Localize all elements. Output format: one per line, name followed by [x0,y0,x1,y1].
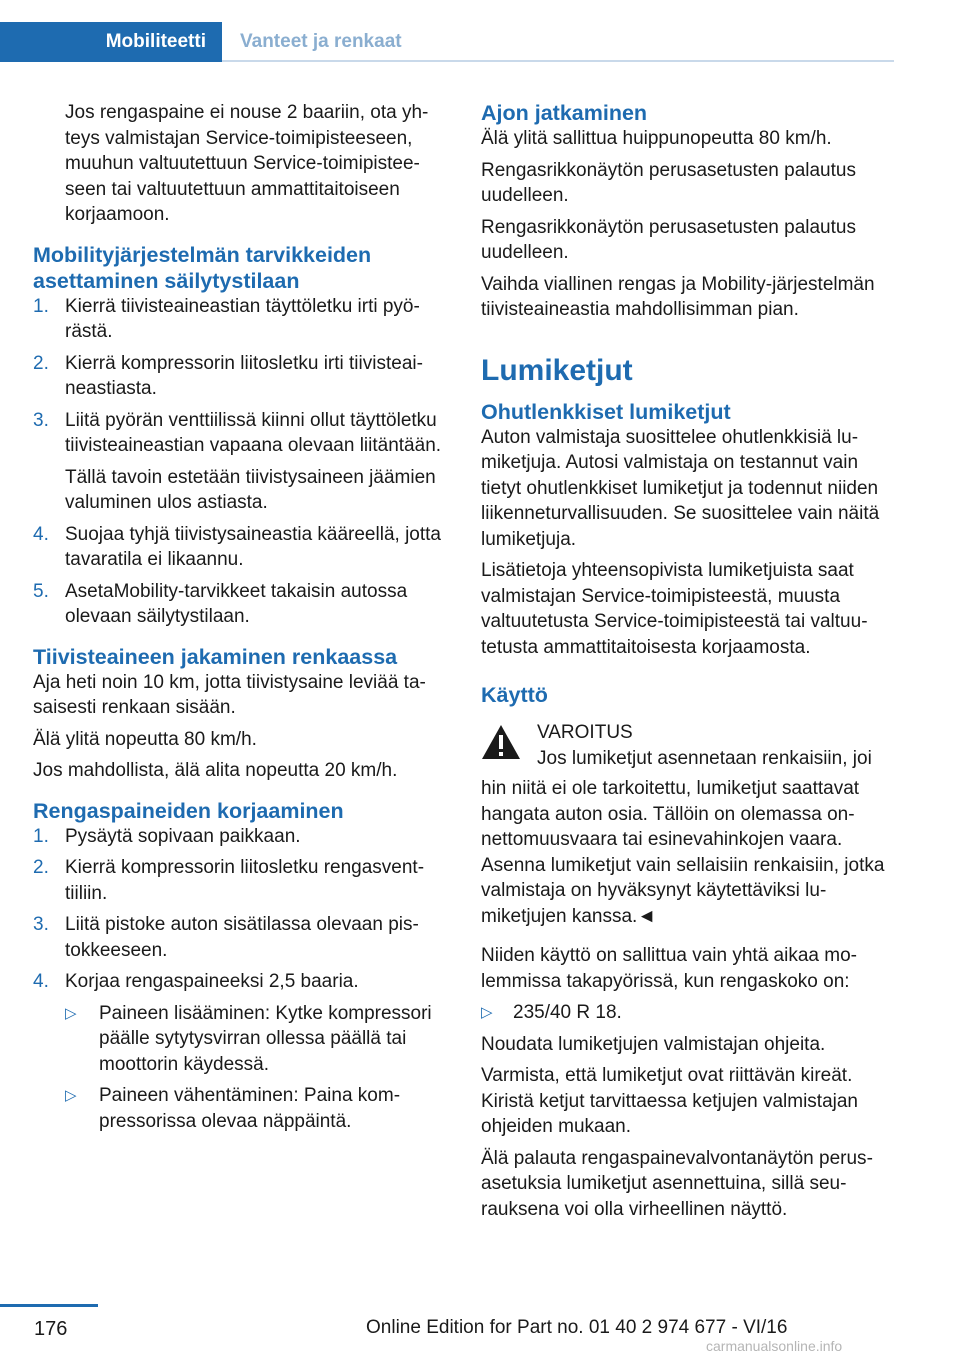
section-title: Ohutlenkkiset lumiketjut [481,399,731,424]
section-tab-mobility: Mobiliteetti [0,22,222,62]
paragraph: Noudata lumiketjujen valmistajan ohjeita. [481,1033,826,1055]
page-number: 176 [34,1318,68,1340]
step-number: 5. [33,580,49,602]
intro-paragraph: Jos rengaspaine ei nouse 2 baariin, ota yhteys valmistajan Service-toimipisteeseen, muuhun valtuutettuun Service-toimipisteeseen tai valtuutettuun ammattitaitoiseen korjaamoon. [65,102,429,225]
list-item [33,351,448,402]
step-number: 3. [33,914,49,935]
triangle-bullet-icon: ▷ [65,1004,77,1022]
bullet-text: 235/40 R 18. [513,1002,622,1023]
bullet-item [65,1001,448,1078]
step-text: Kierrä kompressorin liitosletku irti tiivisteaineastiasta. [65,352,423,399]
section-title: Tiivisteaineen jakaminen renkaassa [33,644,398,669]
list-item [33,522,448,573]
triangle-bullet-icon: ▷ [65,1087,77,1104]
warning-first-line: Jos lumiketjut asennetaan renkaisiin, joi [537,747,872,769]
section-sealant-distribution [33,644,448,784]
section-title: Rengaspaineiden korjaaminen [33,798,344,823]
section-title: Käyttö [481,683,548,707]
warning-text: hin niitä ei ole tarkoitettu, lumiketjut saattavat hangata auton osia. Tällöin on olemassa onnettomuusvaara tai esinevahinkojen vaara. Asenna lumiketjut vain sellaisiin renkaisiin, jotka valmistaja on hyväksynyt käytettäviksi lumiketjujen kanssa.◄ [481,778,885,927]
bullet-list [481,1000,896,1026]
paragraph: Vaihda viallinen rengas ja Mobility-järjestelmän tiivisteaineastia mahdollisimman pian. [481,273,875,320]
list-item [33,294,448,345]
list-item [33,969,448,1134]
triangle-bullet-icon: ▷ [481,1004,493,1021]
paragraph: Rengasrikkonäytön perusasetusten palautus uudelleen. [481,159,856,206]
list-item [33,408,448,516]
step-text: Korjaa rengaspaineeksi 2,5 baaria. [65,971,359,992]
list-item [33,912,448,963]
paragraph: Aja heti noin 10 km, jotta tiivistysaine leviää tasaisesti renkaan sisään. [33,671,426,718]
step-number: 1. [33,825,49,847]
step-text: Kierrä kompressorin liitosletku rengasventtiiliin. [65,857,425,904]
step-number: 4. [33,523,49,545]
steps-list [33,294,448,630]
bullet-list [65,1001,448,1135]
step-text: Liitä pistoke auton sisätilassa olevaan pistokkeeseen. [65,914,419,961]
step-text: Pysäytä sopivaan paikkaan. [65,825,301,847]
warning-triangle-icon [481,724,521,760]
step-text: Kierrä tiivisteaineastian täyttöletku irti pyörästä. [65,295,420,342]
left-column [33,100,448,1140]
section-title: Ajon jatkaminen [481,101,648,125]
step-number: 2. [33,857,49,878]
paragraph: Älä ylitä sallittua huippunopeutta 80 km/h. [481,128,832,149]
steps-list [33,824,448,1135]
paragraph: Älä ylitä nopeutta 80 km/h. [33,728,257,750]
bullet-item [481,1000,896,1026]
header-divider [222,60,894,62]
footer-divider [0,1304,98,1307]
paragraph: Auton valmistaja suosittelee ohutlenkkisiä lumiketjuja. Autosi valmistaja on testannut vain tietyt ohutlenkkiset lumiketjut ja todennut niiden liikenneturvallisuuden. Se suosittelee vain näitä lumiketjuja. [481,426,880,550]
step-number: 1. [33,295,49,317]
section-continue-driving [481,100,896,323]
paragraph: Lisätietoja yhteensopivista lumiketjuista saat valmistajan Service-toimipisteestä, muusta valtuutetusta Service-toimipisteestä tai valtuutetusta ammattitaitoisesta korjaamosta. [481,560,868,658]
step-number: 2. [33,352,49,374]
warning-box [481,720,896,776]
bullet-text: Paineen lisääminen: Kytke kompressori päälle sytytysvirran ollessa päällä tai moottorin käydessä. [99,1002,432,1075]
step-number: 3. [33,409,49,431]
list-item [33,855,448,906]
step-note: Tällä tavoin estetään tiivistysaineen jäämien valuminen ulos astiasta. [65,466,436,513]
step-text: AsetaMobility-tarvikkeet takaisin autossa olevaan säilytystilaan. [65,580,408,627]
paragraph: Varmista, että lumiketjut ovat riittävän kireät. Kiristä ketjut tarvittaessa ketjujen valmistajan ohjeiden mukaan. [481,1065,858,1137]
warning-label: VAROITUS [537,722,633,743]
bullet-text: Paineen vähentäminen: Paina kompressorissa olevaa näppäintä. [99,1085,401,1132]
page-header [0,0,960,64]
section-tab-wheels-tyres: Vanteet ja renkaat [240,31,402,52]
list-item [33,824,448,850]
right-column [481,100,896,1228]
section-usage [481,682,896,1222]
step-number: 4. [33,971,49,992]
section-title: Mobilityjärjestelmän tarvikkeiden asettaminen säilytystilaan [33,242,372,293]
section-mobility-storage [33,242,448,630]
chapter-title: Lumiketjut [481,353,633,387]
edition-text: Online Edition for Part no. 01 40 2 974 677 - VI/16 [366,1317,788,1338]
paragraph: Rengasrikkonäytön perusasetusten palautus uudelleen. [481,216,856,263]
paragraph: Niiden käyttö on sallittua vain yhtä aikaa molemmissa takapyörissä, kun rengaskoko on: [481,945,857,992]
watermark: carmanualsonline.info [706,1338,843,1354]
section-fine-link-chains [481,399,896,661]
bullet-item [65,1083,448,1134]
step-text: Suojaa tyhjä tiivistysaineastia kääreellä, jotta tavaratila ei likaannu. [65,523,441,570]
list-item [33,579,448,630]
section-tyre-pressure-correction [33,798,448,1135]
paragraph: Älä palauta rengaspainevalvontanäytön perusasetuksia lumiketjut asennettuina, sillä seurauksena voi olla virheellinen näyttö. [481,1147,873,1220]
step-text: Liitä pyörän venttiilissä kiinni ollut täyttöletku tiivisteaineastian vapaana olevaan liitäntään. [65,409,442,456]
paragraph: Jos mahdollista, älä alita nopeutta 20 km/h. [33,760,398,781]
